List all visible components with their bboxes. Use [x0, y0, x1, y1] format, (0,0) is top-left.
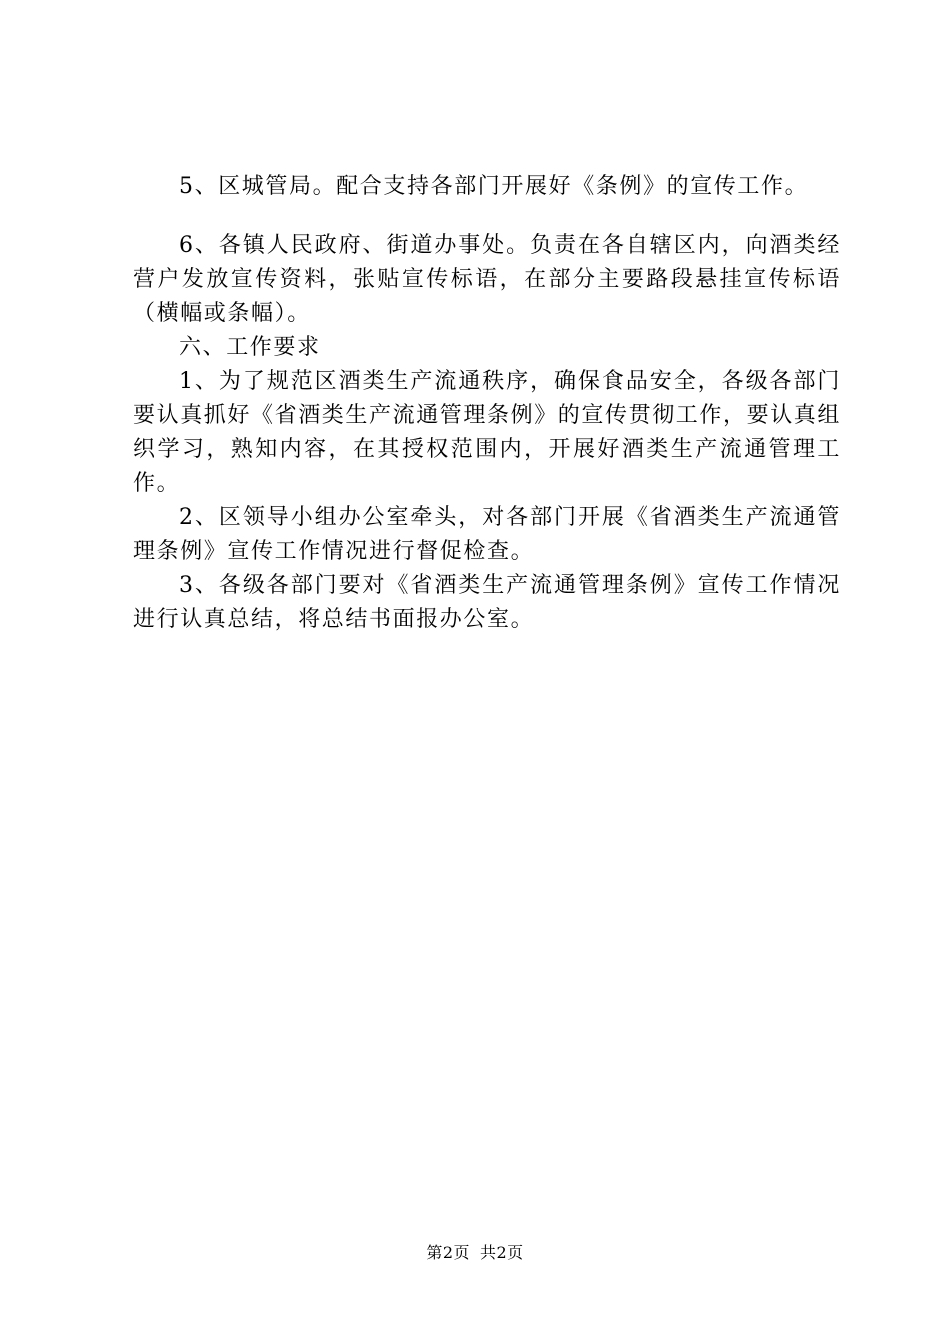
page-footer [0, 1242, 950, 1264]
paragraph-item-5-urban-management: 5、区城管局。配合支持各部门开展好《条例》的宣传工作。 [179, 174, 809, 199]
page-total: 共2页 [480, 1243, 524, 1262]
paragraph-requirement-3: 3、各级各部门要对《省酒类生产流通管理条例》宣传工作情况进行认真总结，将总结书面报办公室。 [133, 573, 841, 632]
document-body [133, 170, 841, 637]
paragraph-requirement-1: 1、为了规范区酒类生产流通秩序，确保食品安全，各级各部门要认真抓好《省酒类生产流通管理条例》的宣传贯彻工作，要认真组织学习，熟知内容，在其授权范围内，开展好酒类生产流通管理工作。 [133, 369, 842, 496]
paragraph-item-6-town-governments: 6、各镇人民政府、街道办事处。负责在各自辖区内，向酒类经营户发放宣传资料，张贴宣传标语，在部分主要路段悬挂宣传标语（横幅或条幅）。 [133, 233, 841, 326]
section-heading-work-requirements: 六、工作要求 [179, 335, 321, 360]
paragraph-requirement-2: 2、区领导小组办公室牵头，对各部门开展《省酒类生产流通管理条例》宣传工作情况进行督促检查。 [133, 505, 841, 564]
page-number: 第2页 [426, 1243, 470, 1262]
